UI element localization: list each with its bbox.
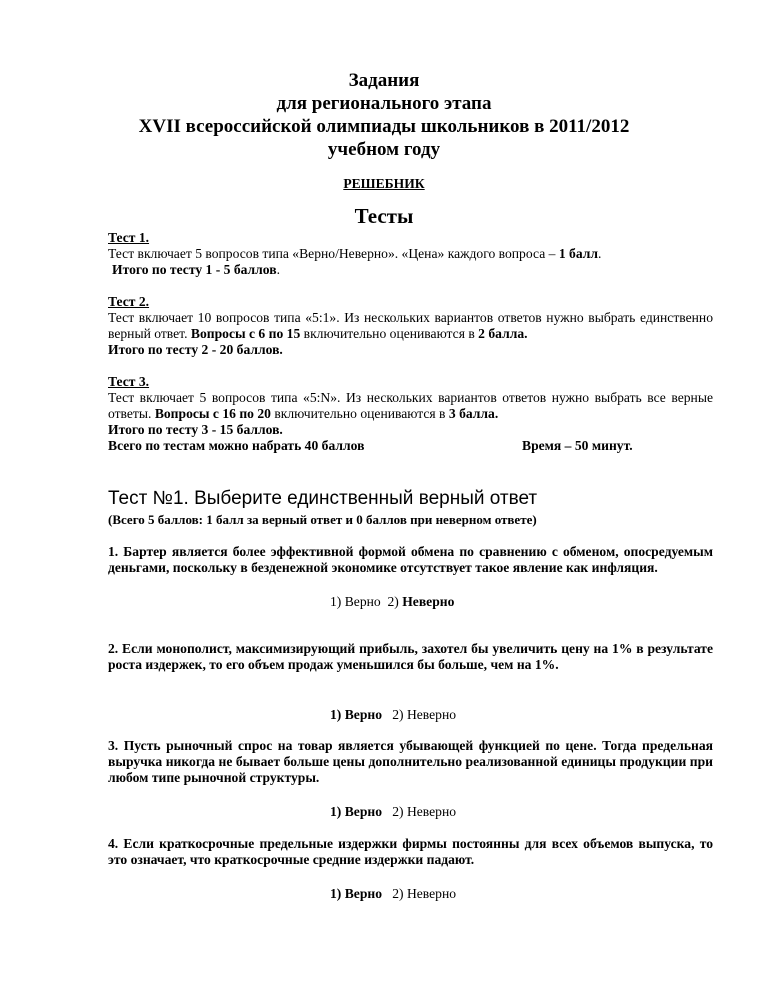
test1-desc-text: Тест включает 5 вопросов типа «Верно/Неверно». «Цена» каждого вопроса –: [108, 246, 559, 261]
doc-title-line3: XVII всероссийской олимпиады школьников в 2011/2012: [138, 116, 630, 137]
question-1-text: 1. Бартер является более эффективной формой обмена по сравнению с обменом, опосредуемым деньгами, поскольку в безденежной экономике отсутствует такое явление как инфляция.: [108, 544, 713, 575]
test2-desc-text: Тест включает 10 вопросов типа «5:1». Из нескольких вариантов ответов нужно выбрать единственно верный ответ.: [108, 310, 713, 341]
question-3-options: [330, 804, 456, 820]
question-1-option-2: 2): [387, 594, 403, 609]
test3-title: Тест 3.: [108, 374, 150, 389]
test2-total: Итого по тесту 2 - 20 баллов.: [108, 342, 283, 357]
test1-desc-end: .: [598, 246, 602, 261]
test1-total-text: Итого по тесту 1 - 5 баллов: [112, 262, 277, 277]
question-2-text: 2. Если монополист, максимизирующий прибыль, захотел бы увеличить цену на 1% в результате роста издержек, то его объем продаж уменьшился бы больше, чем на 1%.: [108, 641, 713, 672]
question-1-option-2-answer: Неверно: [402, 594, 455, 609]
test1-total: [112, 262, 280, 278]
test2-points: 2 балла.: [478, 326, 528, 341]
test3-desc: [108, 390, 713, 422]
test1-title: Тест 1.: [108, 230, 150, 245]
doc-title-line2: для регионального этапа: [276, 93, 492, 114]
test1-total-end: .: [276, 262, 281, 277]
test3-desc-mid: включительно оцениваются в: [270, 406, 449, 421]
question-1-option-1: 1) Верно: [330, 594, 381, 609]
overall-total: Всего по тестам можно набрать 40 баллов: [108, 438, 365, 453]
question-3-text: 3. Пусть рыночный спрос на товар является убывающей функцией по цене. Тогда предельная выручка никогда не бывает больше цены дополнительно реализованной единицы продукции при любом типе рыночной структуры.: [108, 738, 713, 785]
question-4-options: [330, 886, 456, 902]
reshebnik-label: РЕШЕБНИК: [343, 176, 425, 191]
test2-desc-mid: включительно оцениваются в: [300, 326, 479, 341]
test3-points: 3 балла.: [448, 406, 499, 421]
question-2-option-2: 2) Неверно: [392, 707, 457, 722]
time-limit: Время – 50 минут.: [522, 438, 633, 453]
test2-title: Тест 2.: [108, 294, 150, 309]
question-3-option-2: 2) Неверно: [392, 804, 457, 819]
doc-title-line1: Задания: [348, 70, 420, 91]
test3-total: Итого по тесту 3 - 15 баллов.: [108, 422, 283, 437]
test2-range: Вопросы с 6 по 15: [190, 326, 301, 341]
tests-heading: Тесты: [354, 204, 414, 228]
test3-range: Вопросы с 16 по 20: [154, 406, 271, 421]
question-3-option-1: 1) Верно: [330, 804, 383, 819]
question-4-text: 4. Если краткосрочные предельные издержки фирмы постоянны для всех объемов выпуска, то это означает, что краткосрочные средние издержки падают.: [108, 836, 713, 867]
test1-points: 1 балл: [558, 246, 598, 261]
section1-subheading: (Всего 5 баллов: 1 балл за верный ответ и 0 баллов при неверном ответе): [108, 512, 537, 527]
test2-desc: [108, 310, 713, 342]
test1-desc: [108, 246, 718, 262]
test3-desc-text: Тест включает 5 вопросов типа «5:N». Из нескольких вариантов ответов нужно выбрать все верные ответы.: [108, 390, 713, 421]
section1-heading: Тест №1. Выберите единственный верный ответ: [108, 488, 538, 509]
question-4-option-2: 2) Неверно: [392, 886, 457, 901]
question-4-option-1: 1) Верно: [330, 886, 383, 901]
question-2-option-1: 1) Верно: [330, 707, 383, 722]
question-1-options: [330, 594, 454, 610]
question-2-options: [330, 707, 456, 723]
doc-title-line4: учебном году: [327, 139, 441, 160]
